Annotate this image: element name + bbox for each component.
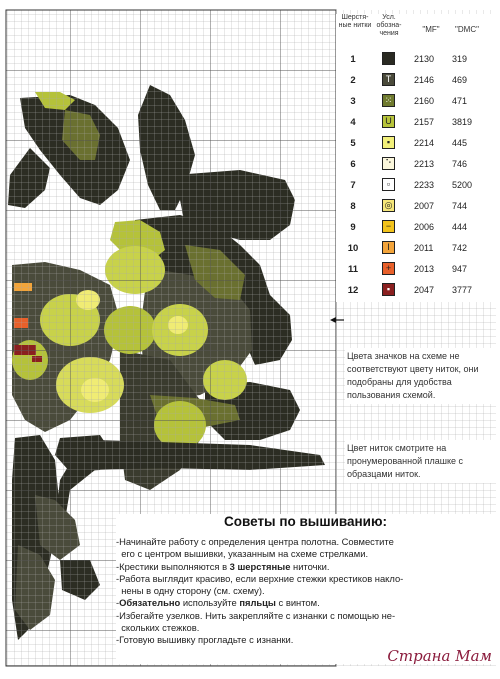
legend-thread-number: 3 xyxy=(350,96,356,107)
legend-mf-code: 2007 xyxy=(414,201,435,211)
legend-symbol-icon: T xyxy=(382,73,395,86)
legend-header-symbol: Усл. обозна-чения xyxy=(376,14,402,37)
legend-row xyxy=(336,260,496,281)
legend-symbol-icon: ◎ xyxy=(382,199,395,212)
tips-list xyxy=(116,536,496,647)
legend-mf-code: 2233 xyxy=(414,180,435,190)
tip-line: нены в одну сторону (см. схему). xyxy=(116,585,265,597)
legend-header-dmc: "DMC" xyxy=(455,25,479,34)
tip-line: -Обязательно используйте пяльцы с винтом. xyxy=(116,597,320,609)
legend-dmc-code: 471 xyxy=(452,96,468,106)
legend-mf-code: 2011 xyxy=(414,243,434,253)
legend-thread-number: 2 xyxy=(350,75,356,86)
legend-row xyxy=(336,50,496,71)
legend-mf-code: 2013 xyxy=(414,264,435,274)
legend-mf-code: 2157 xyxy=(414,117,435,127)
tip-line: -Работа выглядит красиво, если верхние стежки крестиков накло- xyxy=(116,572,404,584)
legend-dmc-code: 742 xyxy=(452,243,468,253)
legend-mf-code: 2047 xyxy=(414,285,435,295)
legend-thread-number: 12 xyxy=(347,285,359,296)
brand-logo: Страна Мам xyxy=(387,647,492,665)
tip-line: -Крестики выполняются в 3 шерстяные ниточки. xyxy=(116,560,330,572)
legend-row xyxy=(336,218,496,239)
legend-symbol-icon: U xyxy=(382,115,395,128)
legend-dmc-code: 3819 xyxy=(452,117,473,127)
thread-legend xyxy=(336,14,496,302)
legend-dmc-code: 445 xyxy=(452,138,468,148)
legend-symbol-icon: I xyxy=(382,241,395,254)
thread-color-note: Цвет ниток смотрите на пронумерованной плашке с образцами ниток. xyxy=(345,440,497,483)
legend-header xyxy=(336,14,496,50)
legend-row xyxy=(336,92,496,113)
legend-dmc-code: 744 xyxy=(452,201,468,211)
tips-title: Советы по вышиванию: xyxy=(224,514,387,529)
legend-mf-code: 2213 xyxy=(414,159,435,169)
legend-thread-number: 7 xyxy=(350,180,356,191)
legend-row xyxy=(336,113,496,134)
legend-dmc-code: 469 xyxy=(452,75,468,85)
legend-mf-code: 2160 xyxy=(414,96,435,106)
tip-line: -Избегайте узелков. Нить закрепляйте с изнанки с помощью не- xyxy=(116,609,396,621)
embroidery-tips xyxy=(116,514,500,664)
legend-header-thread: Шерстя-ные нитки xyxy=(338,14,372,29)
legend-header-mf: "MF" xyxy=(422,25,440,34)
legend-dmc-code: 3777 xyxy=(452,285,473,295)
legend-symbol-icon: + xyxy=(382,262,395,275)
legend-symbol-icon xyxy=(382,52,395,65)
legend-thread-number: 4 xyxy=(350,117,356,128)
legend-mf-code: 2006 xyxy=(414,222,435,232)
legend-rows xyxy=(336,50,496,302)
tip-line: его с центром вышивки, указанным на схеме стрелками. xyxy=(116,548,369,560)
legend-row xyxy=(336,281,496,302)
legend-mf-code: 2130 xyxy=(414,54,435,64)
legend-dmc-code: 5200 xyxy=(452,180,473,190)
legend-row xyxy=(336,197,496,218)
legend-row xyxy=(336,176,496,197)
legend-symbol-icon: ▪ xyxy=(382,283,395,296)
tip-line: скольких стежков. xyxy=(116,622,200,634)
legend-thread-number: 5 xyxy=(350,138,356,149)
legend-mf-code: 2214 xyxy=(414,138,435,148)
tip-line: -Начинайте работу с определения центра полотна. Совместите xyxy=(116,536,394,547)
legend-symbol-icon: ⠑ xyxy=(382,157,395,170)
legend-row xyxy=(336,239,496,260)
legend-dmc-code: 947 xyxy=(452,264,468,274)
legend-dmc-code: 746 xyxy=(452,159,468,169)
legend-symbol-icon: ⁙ xyxy=(382,94,395,107)
tip-line: -Готовую вышивку прогладьте с изнанки. xyxy=(116,634,294,646)
legend-symbol-icon: − xyxy=(382,220,395,233)
legend-thread-number: 11 xyxy=(347,264,359,275)
legend-mf-code: 2146 xyxy=(414,75,435,85)
legend-symbol-icon: ▫ xyxy=(382,178,395,191)
symbols-color-note: Цвета значков на схеме не соответствуют цвету ниток, они подобраны для удобства пользования схемой. xyxy=(345,348,497,404)
legend-row xyxy=(336,134,496,155)
legend-symbol-icon: ▪ xyxy=(382,136,395,149)
legend-row xyxy=(336,71,496,92)
legend-dmc-code: 319 xyxy=(452,54,468,64)
legend-thread-number: 8 xyxy=(350,201,356,212)
legend-thread-number: 6 xyxy=(350,159,356,170)
legend-thread-number: 10 xyxy=(347,243,359,254)
legend-row xyxy=(336,155,496,176)
legend-thread-number: 9 xyxy=(350,222,356,233)
legend-thread-number: 1 xyxy=(350,54,356,65)
legend-dmc-code: 444 xyxy=(452,222,468,232)
